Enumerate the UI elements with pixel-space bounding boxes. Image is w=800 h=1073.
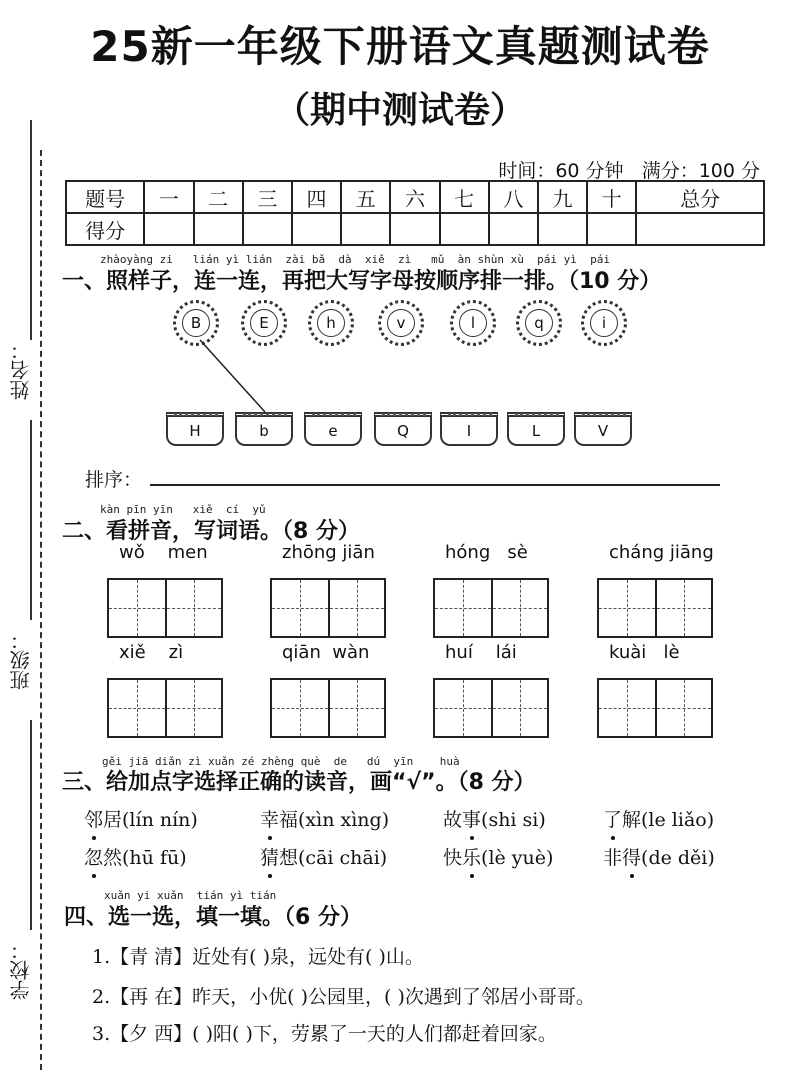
- dotted-char: 猜: [260, 843, 279, 870]
- fill-line-2: 2.【再 在】昨天，小优( )公园里，( )次遇到了邻居小哥哥。: [92, 986, 595, 1008]
- plain-char: 故: [443, 809, 463, 831]
- score-header-cell: 总分: [636, 181, 764, 213]
- word-pinyin: zhōng jiān: [282, 542, 375, 563]
- writing-cell[interactable]: [655, 680, 711, 736]
- s1-heading: 一、照样子，连一连，再把大写字母按顺序排一排。（10 分）: [62, 269, 662, 294]
- plain-char: 非: [603, 847, 623, 869]
- score-header-cell: 十: [587, 181, 636, 213]
- writing-cell[interactable]: [435, 680, 491, 736]
- time-limit: 时间：60 分钟: [498, 160, 624, 182]
- reading-choice-item[interactable]: [84, 843, 187, 870]
- word-pinyin: hóng sè: [445, 542, 528, 563]
- flower-letter: i: [590, 309, 618, 337]
- writing-cell[interactable]: [599, 580, 655, 636]
- writing-grid[interactable]: [270, 678, 386, 738]
- dotted-char: 乐: [462, 843, 481, 870]
- reading-choice-item[interactable]: [443, 805, 546, 832]
- fill-line-3: 3.【夕 西】( )阳( )下，劳累了一天的人们都赶着回家。: [92, 1023, 557, 1045]
- score-header-cell: 四: [292, 181, 341, 213]
- s3-pinyin: gěi jiā diǎn zì xuǎn zé zhèng què de dú yīn huà: [102, 755, 460, 768]
- dotted-char: 幸: [260, 805, 279, 832]
- s4-heading: 四、选一选，填一填。（6 分）: [64, 905, 362, 930]
- reading-choice-item[interactable]: [603, 843, 715, 870]
- word-pinyin: kuài lè: [609, 642, 680, 663]
- score-header-cell: 九: [538, 181, 587, 213]
- full-score: 满分：100 分: [641, 160, 760, 182]
- page-subtitle: （期中测试卷）: [273, 90, 526, 131]
- s2-heading: 二、看拼音，写词语。（8 分）: [62, 519, 360, 544]
- writing-cell[interactable]: [328, 580, 384, 636]
- dotted-char: 了: [603, 805, 622, 832]
- score-header-cell: 八: [489, 181, 538, 213]
- pinyin-options: (de děi): [641, 847, 715, 869]
- pinyin-options: (shi si): [481, 809, 546, 831]
- writing-cell[interactable]: [272, 580, 328, 636]
- writing-cell[interactable]: [328, 680, 384, 736]
- writing-cell[interactable]: [655, 580, 711, 636]
- flower-letter: l: [459, 309, 487, 337]
- pinyin-options: 居(lín nín): [103, 809, 198, 831]
- writing-grid[interactable]: [433, 678, 549, 738]
- score-header-cell: 五: [341, 181, 390, 213]
- writing-grid[interactable]: [597, 678, 713, 738]
- pinyin-options: (lè yuè): [481, 847, 554, 869]
- writing-cell[interactable]: [491, 680, 547, 736]
- word-pinyin: huí lái: [445, 642, 517, 663]
- writing-cell[interactable]: [165, 680, 221, 736]
- score-header-cell: 一: [144, 181, 193, 213]
- writing-grid[interactable]: [107, 578, 223, 638]
- flower-letter: q: [525, 309, 553, 337]
- dotted-char: 事: [462, 805, 481, 832]
- class-label: 班级：: [9, 630, 33, 690]
- writing-cell[interactable]: [165, 580, 221, 636]
- writing-cell[interactable]: [435, 580, 491, 636]
- pinyin-options: 福(xìn xìng): [279, 809, 390, 831]
- reading-choice-item[interactable]: [443, 843, 553, 870]
- writing-cell[interactable]: [491, 580, 547, 636]
- writing-cell[interactable]: [109, 680, 165, 736]
- writing-cell[interactable]: [109, 580, 165, 636]
- s4-pinyin: xuǎn yi xuǎn tián yì tián: [104, 889, 277, 902]
- page-title: 25新一年级下册语文真题测试卷: [90, 22, 710, 71]
- basket-letter: V: [597, 421, 609, 440]
- writing-cell[interactable]: [599, 680, 655, 736]
- pinyin-options: 解(le liǎo): [622, 809, 715, 831]
- score-header-cell: 二: [194, 181, 243, 213]
- basket-letter: L: [531, 421, 541, 440]
- basket-letter: Q: [397, 421, 409, 440]
- score-header-cell: 七: [440, 181, 489, 213]
- score-header-cell: 题号: [66, 181, 144, 213]
- score-header-cell: 六: [390, 181, 439, 213]
- reading-choice-item[interactable]: [260, 805, 389, 832]
- reading-choice-item[interactable]: [84, 805, 198, 832]
- order-label: 排序：: [85, 469, 143, 491]
- plain-char: 快: [443, 847, 463, 869]
- example-connection-line: [200, 340, 265, 412]
- dotted-char: 邻: [84, 805, 103, 832]
- pinyin-options: 想(cāi chāi): [279, 847, 388, 869]
- s3-heading: 三、给加点字选择正确的读音，画“√”。（8 分）: [62, 770, 536, 795]
- flower-letter: B: [182, 309, 210, 337]
- flower-letter: E: [250, 309, 278, 337]
- name-label: 姓名：: [9, 340, 33, 400]
- flower-letter: h: [317, 309, 345, 337]
- s1-pinyin: zhàoyàng zi lián yì lián zài bǎ dà xiě zì mǔ àn shùn xù pái yì pái: [100, 253, 610, 266]
- s2-pinyin: kàn pīn yīn xiě cí yǔ: [100, 503, 266, 516]
- reading-choice-item[interactable]: [260, 843, 387, 870]
- word-pinyin: xiě zì: [119, 642, 184, 663]
- writing-grid[interactable]: [270, 578, 386, 638]
- basket-letter: b: [259, 421, 269, 440]
- fill-line-1: 1.【青 清】近处有( )泉，远处有( )山。: [92, 946, 424, 968]
- order-answer-line[interactable]: [150, 484, 720, 486]
- basket-letter: H: [189, 421, 201, 440]
- score-header-cell: 三: [243, 181, 292, 213]
- writing-grid[interactable]: [597, 578, 713, 638]
- flower-letter: v: [387, 309, 415, 337]
- dotted-char: 忽: [84, 843, 103, 870]
- writing-cell[interactable]: [272, 680, 328, 736]
- word-pinyin: wǒ men: [119, 542, 208, 563]
- writing-grid[interactable]: [433, 578, 549, 638]
- school-label: 学校：: [9, 940, 33, 1000]
- pinyin-options: 然(hū fū): [103, 847, 187, 869]
- word-pinyin: cháng jiāng: [609, 542, 714, 563]
- basket-letter: e: [328, 421, 338, 440]
- reading-choice-item[interactable]: [603, 805, 714, 832]
- basket-letter: I: [466, 421, 472, 440]
- dotted-char: 得: [622, 843, 641, 870]
- word-pinyin: qiān wàn: [282, 642, 370, 663]
- writing-grid[interactable]: [107, 678, 223, 738]
- score-row-label: 得分: [66, 213, 144, 245]
